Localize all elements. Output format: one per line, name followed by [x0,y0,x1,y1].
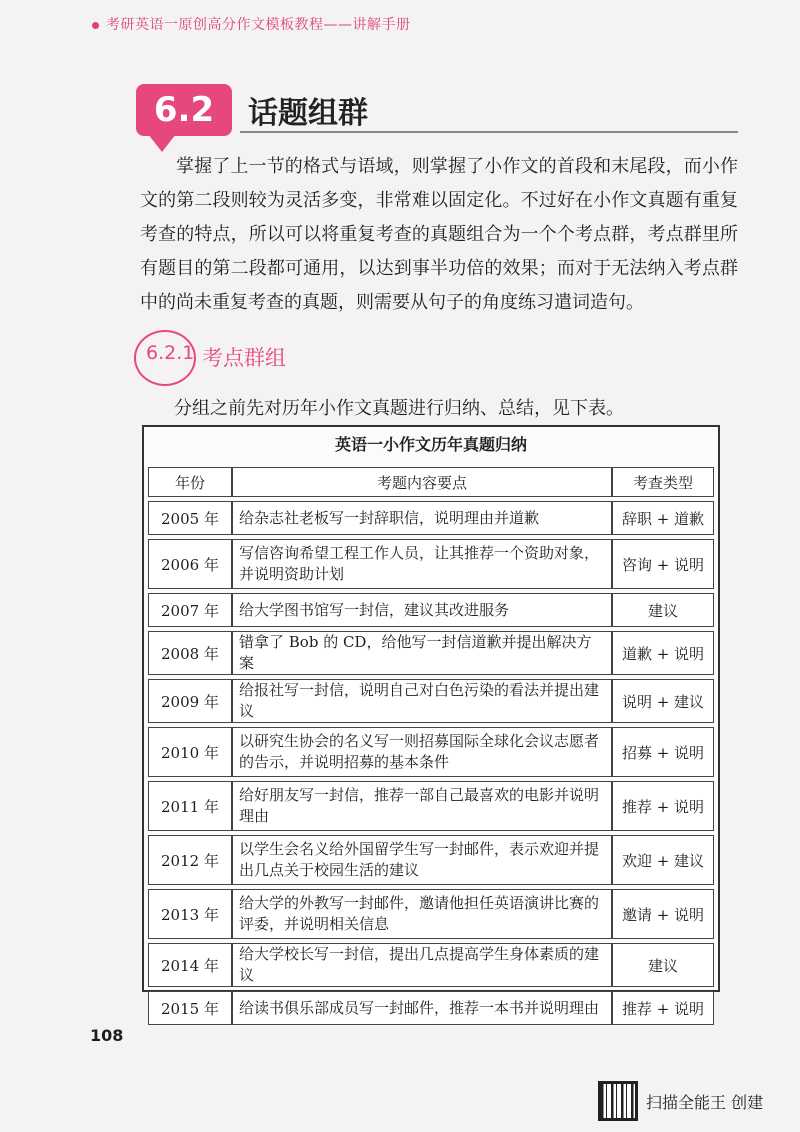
row-content: 给杂志社老板写一封辞职信，说明理由并道歉 [232,501,612,535]
table-row [148,727,714,777]
header-type: 考查类型 [612,467,714,497]
row-year: 2014 年 [148,943,232,987]
row-type: 推荐 + 说明 [612,991,714,1025]
table-row [148,501,714,535]
qr-code-icon [598,1081,638,1121]
table-row [148,631,714,675]
section-number: 6.2 [153,90,215,130]
table-row [148,943,714,987]
scanner-watermark-label: 扫描全能王 创建 [646,1093,764,1112]
row-year: 2006 年 [148,539,232,589]
header-text: 考研英语一原创高分作文模板教程——讲解手册 [106,17,411,33]
row-type: 邀请 + 说明 [612,889,714,939]
row-type: 道歉 + 说明 [612,631,714,675]
row-content: 以学生会名义给外国留学生写一封邮件，表示欢迎并提出几点关于校园生活的建议 [232,835,612,885]
row-year: 2007 年 [148,593,232,627]
row-type: 招募 + 说明 [612,727,714,777]
row-content: 以研究生协会的名义写一则招募国际全球化会议志愿者的告示，并说明招募的基本条件 [232,727,612,777]
table-row [148,679,714,723]
table-row [148,889,714,939]
row-content: 给大学校长写一封信，提出几点提高学生身体素质的建议 [232,943,612,987]
subsection-number: 6.2.1 [146,342,195,364]
row-year: 2015 年 [148,991,232,1025]
body-paragraph: 掌握了上一节的格式与语域，则掌握了小作文的首段和末尾段，而小作文的第二段则较为灵活多变，非常难以固定化。不过好在小作文真题有重复考查的特点，所以可以将重复考查的真题组合为一个个考点群，考点群里所有题目的第二段都可通用，以达到事半功倍的效果；而对于无法纳入考点群中的尚未重复考查的真题，则需要从句子的角度练习遣词造句。 [140,156,738,313]
row-type: 说明 + 建议 [612,679,714,723]
table-row [148,781,714,831]
page-number: 108 [90,1026,124,1045]
bullet-dot-icon [92,22,99,29]
row-year: 2011 年 [148,781,232,831]
row-content: 错拿了 Bob 的 CD，给他写一封信道歉并提出解决方案 [232,631,612,675]
running-header [92,14,411,34]
section-divider [240,131,738,133]
row-content: 给大学图书馆写一封信，建议其改进服务 [232,593,612,627]
header-year: 年份 [148,467,232,497]
row-content: 给读书俱乐部成员写一封邮件，推荐一本书并说明理由 [232,991,612,1025]
row-year: 2009 年 [148,679,232,723]
section-title: 话题组群 [248,96,368,131]
table-row [148,539,714,589]
row-year: 2008 年 [148,631,232,675]
table-row [148,593,714,627]
header-content: 考题内容要点 [232,467,612,497]
row-type: 欢迎 + 建议 [612,835,714,885]
table-grid [148,463,714,1029]
table-intro: 分组之前先对历年小作文真题进行归纳、总结，见下表。 [174,398,624,419]
row-year: 2005 年 [148,501,232,535]
row-type: 辞职 + 道歉 [612,501,714,535]
row-content: 给好朋友写一封信，推荐一部自己最喜欢的电影并说明理由 [232,781,612,831]
row-content: 给报社写一封信，说明自己对白色污染的看法并提出建议 [232,679,612,723]
row-type: 咨询 + 说明 [612,539,714,589]
exam-summary-table [142,425,720,1018]
row-type: 建议 [612,593,714,627]
row-content: 写信咨询希望工程工作人员，让其推荐一个资助对象，并说明资助计划 [232,539,612,589]
table-row [148,991,714,1025]
table-caption: 英语一小作文历年真题归纳 [334,435,527,454]
row-type: 推荐 + 说明 [612,781,714,831]
table-row [148,835,714,885]
row-type: 建议 [612,943,714,987]
row-year: 2010 年 [148,727,232,777]
row-year: 2012 年 [148,835,232,885]
section-number-badge [136,84,232,136]
subsection-title: 考点群组 [202,346,286,370]
row-content: 给大学的外教写一封邮件，邀请他担任英语演讲比赛的评委，并说明相关信息 [232,889,612,939]
row-year: 2013 年 [148,889,232,939]
